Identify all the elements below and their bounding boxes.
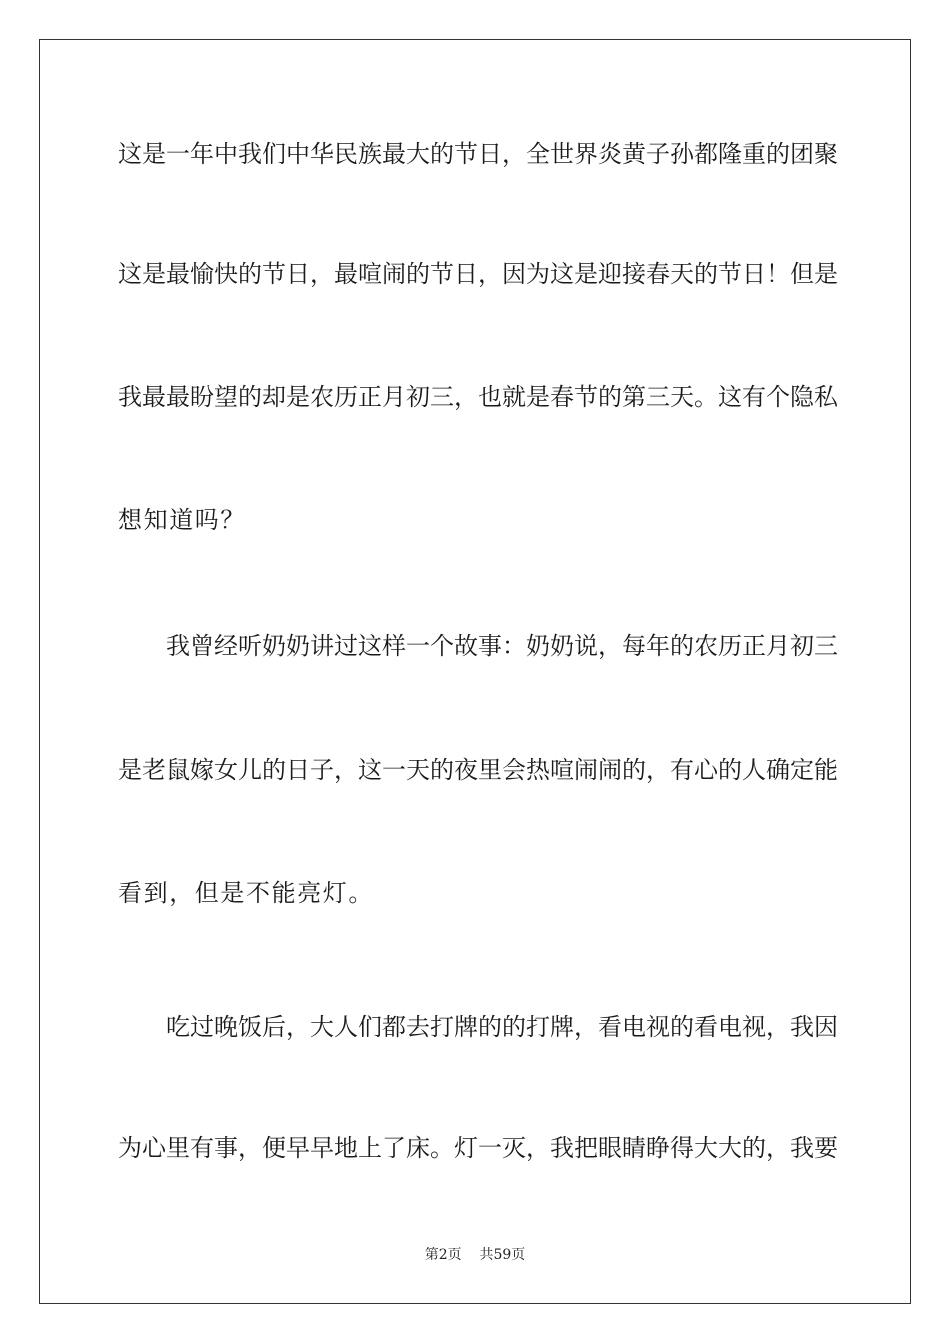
paragraph-line: 看到，但是不能亮灯。	[118, 879, 374, 907]
paragraph-line: 吃过晚饭后，大人们都去打牌的的打牌，看电视的看电视，我因	[166, 1013, 838, 1041]
paragraph-line: 为心里有事，便早早地上了床。灯一灭，我把眼睛睁得大大的，我要	[118, 1134, 838, 1162]
paragraph-line: 是老鼠嫁女儿的日子，这一天的夜里会热喧闹闹的，有心的人确定能	[118, 756, 838, 784]
page-total: 共59页	[479, 1247, 526, 1263]
paragraph-line: 这是最愉快的节日，最喧闹的节日，因为这是迎接春天的节日！但是	[118, 260, 838, 288]
page-border	[39, 39, 911, 1304]
page-footer	[0, 1245, 950, 1265]
paragraph-line: 我曾经听奶奶讲过这样一个故事：奶奶说，每年的农历正月初三	[166, 632, 838, 660]
paragraph-line: 我最最盼望的却是农历正月初三，也就是春节的第三天。这有个隐私	[118, 383, 838, 411]
paragraph-line: 想知道吗？	[118, 506, 246, 534]
paragraph-line: 这是一年中我们中华民族最大的节日，全世界炎黄子孙都隆重的团聚	[118, 140, 838, 168]
page-number: 第2页	[424, 1247, 462, 1263]
